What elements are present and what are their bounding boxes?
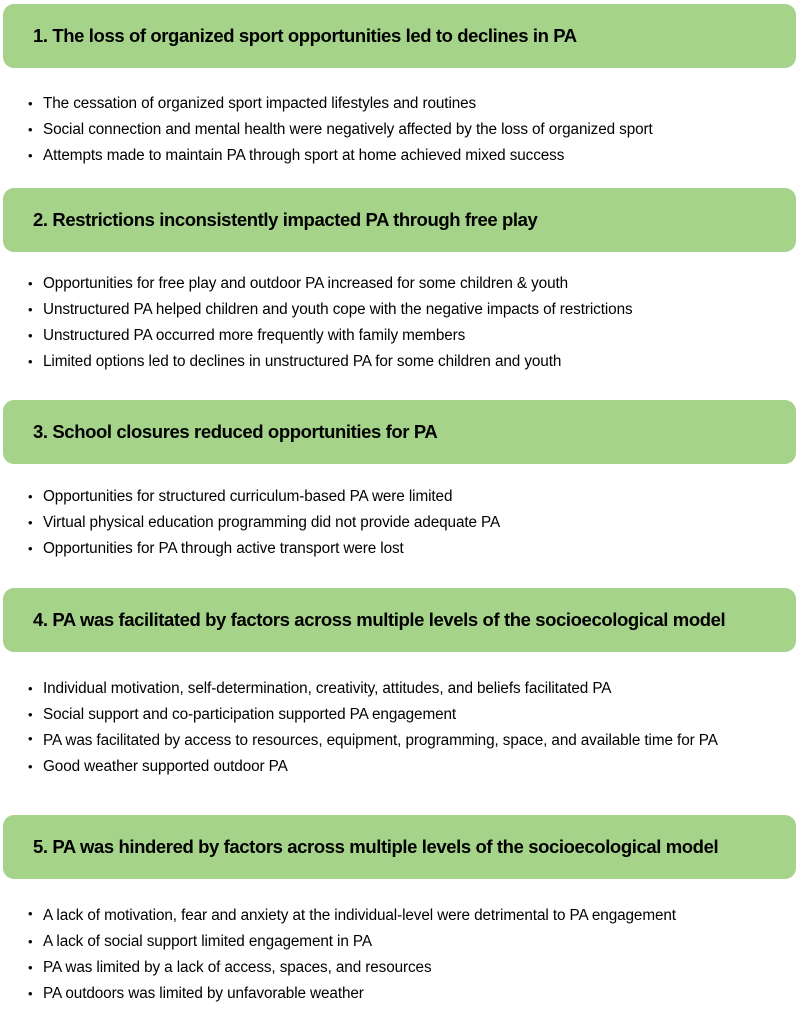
theme-3-title: 3. School closures reduced opportunities for PA: [33, 421, 438, 442]
bullet-icon: •: [28, 707, 33, 722]
list-item-text: PA was limited by a lack of access, spaces, and resources: [43, 959, 432, 976]
theme-1-header: [3, 4, 796, 68]
theme-5-list: [28, 903, 768, 1007]
bullet-icon: •: [28, 354, 33, 369]
bullet-icon: •: [28, 986, 33, 1001]
list-item-text: Individual motivation, self-determination, creativity, attitudes, and beliefs facilitated PA: [43, 680, 612, 697]
list-item: [28, 484, 768, 510]
theme-2-title: 2. Restrictions inconsistently impacted PA through free play: [33, 209, 538, 230]
list-item: [28, 676, 768, 702]
theme-5-header: [3, 815, 796, 879]
list-item: [28, 903, 768, 929]
list-item: [28, 117, 768, 143]
bullet-icon: •: [28, 759, 33, 774]
list-item: [28, 349, 768, 375]
list-item: [28, 728, 768, 754]
bullet-icon: •: [28, 515, 33, 530]
list-item-text: Virtual physical education programming did not provide adequate PA: [43, 514, 501, 531]
theme-1-title: 1. The loss of organized sport opportunities led to declines in PA: [33, 25, 577, 46]
list-item: [28, 91, 768, 117]
theme-2-header: [3, 188, 796, 252]
list-item: [28, 323, 768, 349]
bullet-icon: •: [28, 328, 33, 343]
theme-1-list: [28, 91, 768, 169]
list-item: [28, 510, 768, 536]
theme-5-title: 5. PA was hindered by factors across multiple levels of the socioecological model: [33, 836, 719, 857]
bullet-icon: •: [28, 148, 33, 163]
bullet-icon: •: [28, 302, 33, 317]
list-item: [28, 754, 768, 780]
list-item: [28, 297, 768, 323]
list-item-text: A lack of social support limited engagement in PA: [43, 933, 372, 950]
list-item-text: Opportunities for free play and outdoor PA increased for some children & youth: [43, 275, 569, 292]
theme-4-header: [3, 588, 796, 652]
theme-2-list: [28, 271, 768, 375]
list-item: [28, 929, 768, 955]
theme-3-header: [3, 400, 796, 464]
list-item: [28, 536, 768, 562]
list-item: [28, 981, 768, 1007]
theme-3-list: [28, 484, 768, 562]
bullet-icon: •: [28, 906, 33, 921]
list-item-text: Limited options led to declines in unstructured PA for some children and youth: [43, 353, 562, 370]
theme-4-title: 4. PA was facilitated by factors across multiple levels of the socioecological model: [33, 609, 726, 630]
list-item-text: PA outdoors was limited by unfavorable weather: [43, 985, 364, 1002]
bullet-icon: •: [28, 96, 33, 111]
list-item-text: Attempts made to maintain PA through sport at home achieved mixed success: [43, 147, 565, 164]
list-item-text: Social support and co-participation supported PA engagement: [43, 706, 457, 723]
list-item-text: Social connection and mental health were negatively affected by the loss of organized sport: [43, 121, 653, 138]
list-item: [28, 702, 768, 728]
bullet-icon: •: [28, 276, 33, 291]
list-item-text: A lack of motivation, fear and anxiety at the individual-level were detrimental to PA engagement: [43, 907, 676, 924]
bullet-icon: •: [28, 541, 33, 556]
bullet-icon: •: [28, 934, 33, 949]
theme-4-list: [28, 676, 768, 780]
bullet-icon: •: [28, 960, 33, 975]
bullet-icon: •: [28, 731, 33, 746]
list-item: [28, 955, 768, 981]
list-item-text: Unstructured PA helped children and youth cope with the negative impacts of restrictions: [43, 301, 633, 318]
list-item-text: PA was facilitated by access to resources, equipment, programming, space, and available time for PA: [43, 732, 718, 749]
bullet-icon: •: [28, 122, 33, 137]
bullet-icon: •: [28, 681, 33, 696]
list-item-text: The cessation of organized sport impacted lifestyles and routines: [43, 95, 477, 112]
bullet-icon: •: [28, 489, 33, 504]
list-item: [28, 143, 768, 169]
list-item-text: Good weather supported outdoor PA: [43, 758, 288, 775]
list-item-text: Unstructured PA occurred more frequently with family members: [43, 327, 466, 344]
list-item-text: Opportunities for PA through active transport were lost: [43, 540, 404, 557]
list-item-text: Opportunities for structured curriculum-based PA were limited: [43, 488, 453, 505]
list-item: [28, 271, 768, 297]
